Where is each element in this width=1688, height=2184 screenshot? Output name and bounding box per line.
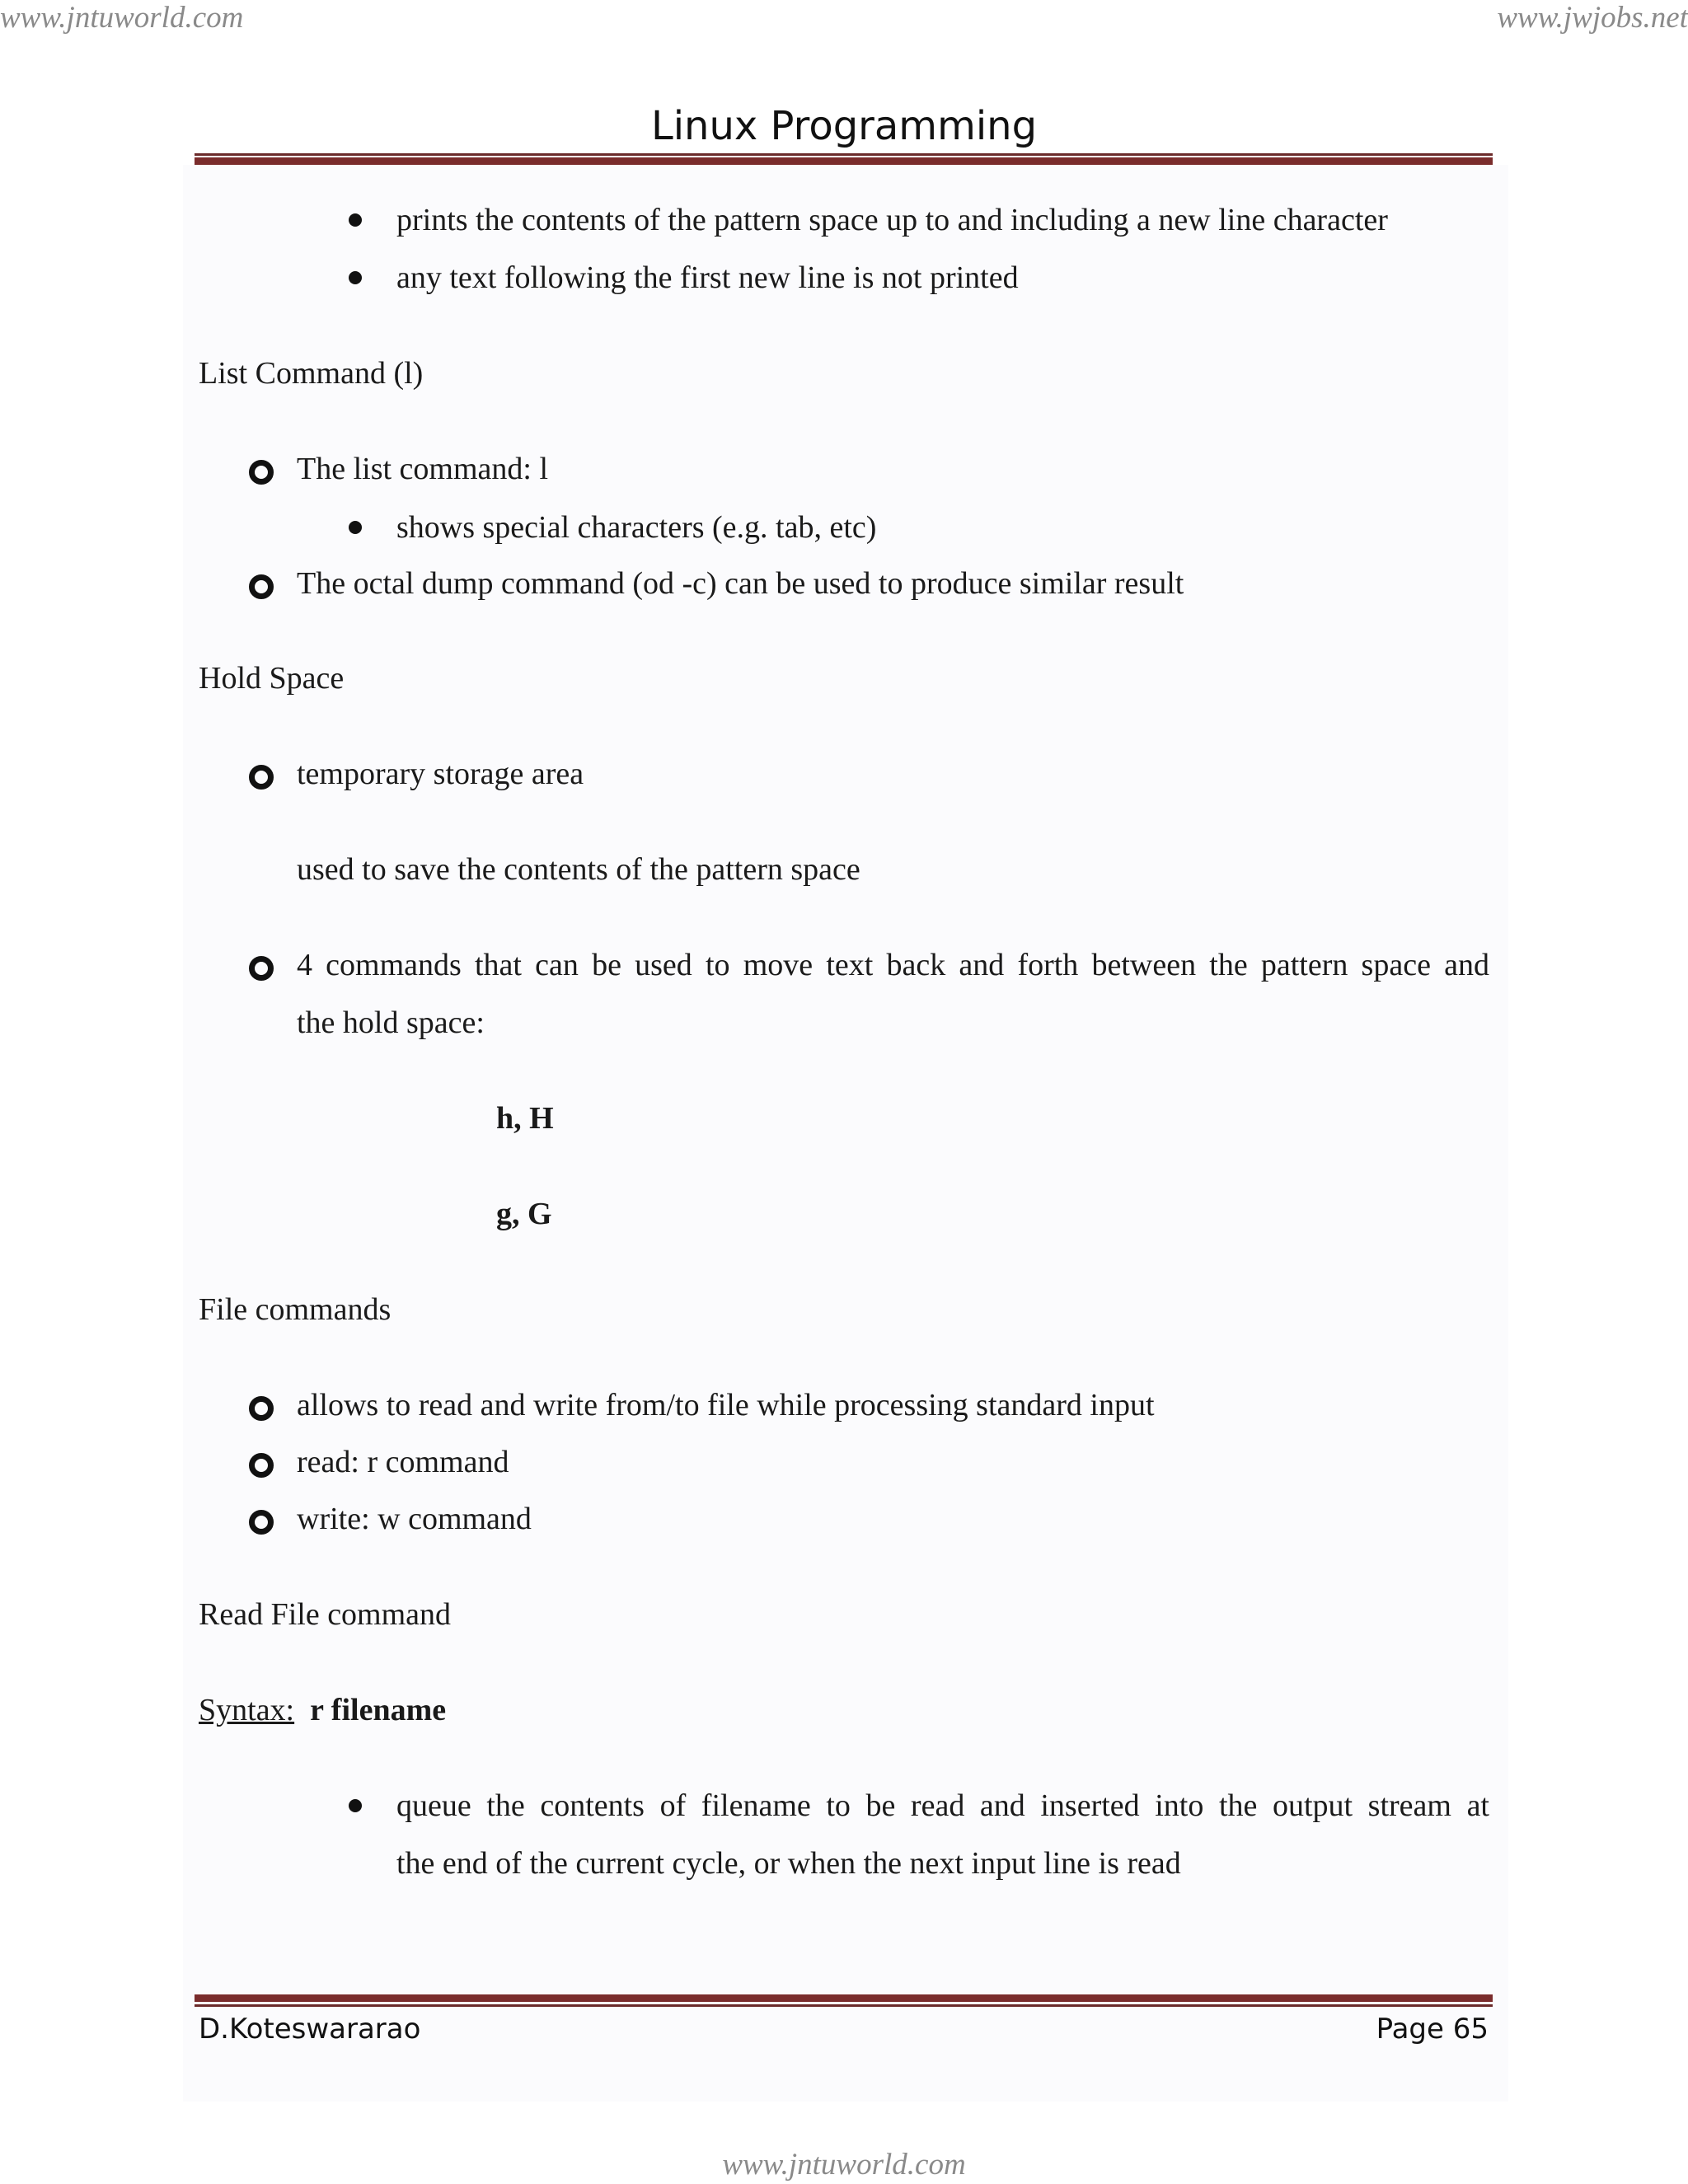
footer-author: D.Koteswararao (199, 2013, 421, 2046)
syntax-value: r filename (310, 1693, 447, 1727)
bullet-dot-icon (349, 1799, 362, 1812)
page-title: Linux Programming (650, 103, 1038, 149)
hollow-bullet-icon (249, 574, 274, 599)
read-file-heading: Read File command (199, 1597, 452, 1632)
hollow-bullet-icon (249, 956, 274, 981)
read-file-bullet-line-1: queue the contents of filename to be read and inserted into the output stream at (396, 1788, 1489, 1823)
footer-page-number: Page 65 (1376, 2013, 1489, 2046)
watermark-top-right[interactable]: www.jwjobs.net (1497, 1, 1688, 35)
hollow-bullet-icon (249, 1510, 274, 1535)
footer-rule-thick (195, 1994, 1493, 2002)
hold-command-g: g, G (496, 1197, 552, 1231)
hold-command-h: h, H (496, 1101, 554, 1136)
footer-rule-thin (195, 2004, 1493, 2007)
hollow-bullet-icon (249, 460, 274, 485)
read-file-bullet-line-2: the end of the current cycle, or when the next input line is read (396, 1846, 1181, 1881)
file-commands-item-2: read: r command (297, 1445, 509, 1479)
header-rule-thin (195, 153, 1493, 156)
bullet-dot-icon (349, 271, 362, 284)
syntax-line (199, 1691, 446, 1729)
header-rule-thick (195, 157, 1493, 165)
watermark-bottom[interactable]: www.jntuworld.com (722, 2148, 966, 2182)
hold-space-item-1: temporary storage area (297, 757, 584, 791)
list-command-subitem: shows special characters (e.g. tab, etc) (396, 510, 877, 545)
file-commands-heading: File commands (199, 1292, 392, 1327)
file-commands-item-1: allows to read and write from/to file while processing standard input (297, 1388, 1155, 1422)
hold-space-note: used to save the contents of the pattern space (297, 852, 860, 887)
intro-bullet-1: prints the contents of the pattern space up to and including a new line character (396, 203, 1388, 237)
hollow-bullet-icon (249, 1453, 274, 1478)
list-command-item-1: The list command: l (297, 452, 549, 486)
hollow-bullet-icon (249, 765, 274, 790)
hold-space-heading: Hold Space (199, 661, 345, 696)
watermark-top-left[interactable]: www.jntuworld.com (0, 1, 244, 35)
hold-space-item-2-line-1: 4 commands that can be used to move text back and forth between the pattern space and (297, 948, 1489, 982)
file-commands-item-3: write: w command (297, 1502, 532, 1536)
hold-space-item-2-line-2: the hold space: (297, 1005, 485, 1040)
list-command-item-2: The octal dump command (od -c) can be used to produce similar result (297, 566, 1184, 601)
hollow-bullet-icon (249, 1396, 274, 1421)
bullet-dot-icon (349, 521, 362, 534)
intro-bullet-2: any text following the first new line is not printed (396, 260, 1019, 295)
bullet-dot-icon (349, 213, 362, 227)
list-command-heading: List Command (l) (199, 356, 424, 391)
syntax-label: Syntax: (199, 1693, 295, 1727)
